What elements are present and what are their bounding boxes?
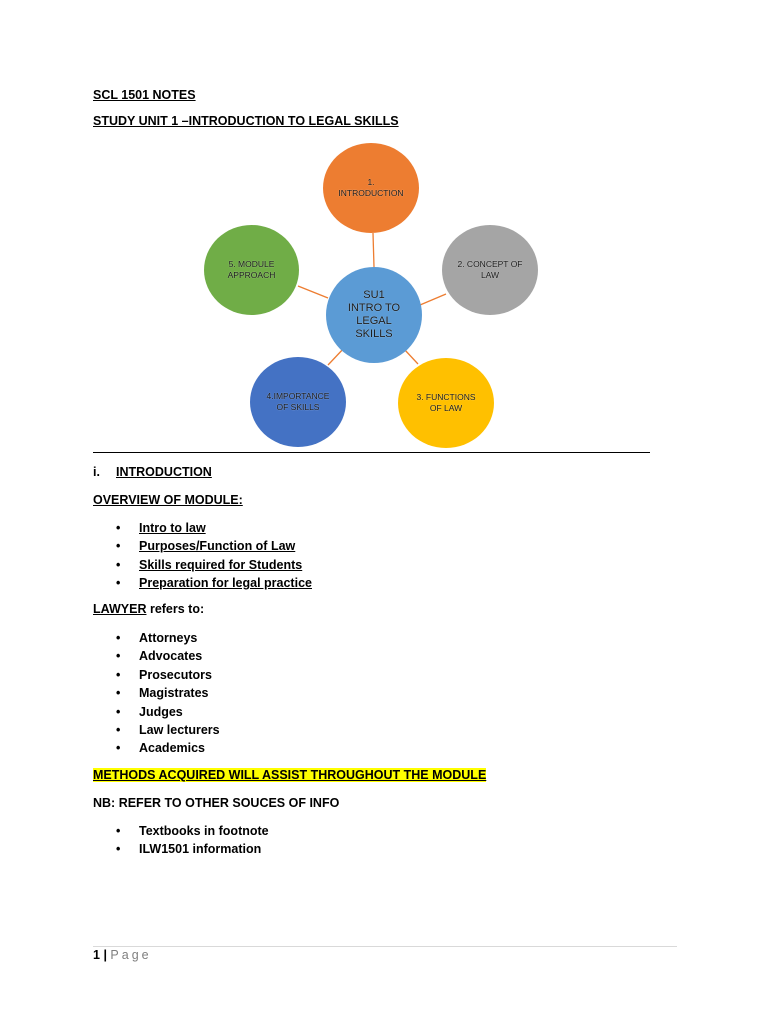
overview-list [93,519,312,593]
list-item-text: Textbooks in footnote [139,824,269,838]
lawyer-definition [93,602,204,616]
list-item-text: Advocates [139,649,203,664]
node-importance-of-skills-label: 4.IMPORTANCE OF SKILLS [266,391,330,412]
list-item [93,537,312,555]
node-center-su1 [326,267,422,363]
list-item [93,822,269,840]
list-item [93,684,220,702]
study-unit-title: STUDY UNIT 1 –INTRODUCTION TO LEGAL SKILLS [93,114,399,128]
list-item [93,721,220,739]
list-item [93,703,220,721]
overview-heading: OVERVIEW OF MODULE: [93,493,243,507]
bullet-icon: • [116,539,121,554]
bullet-icon: • [116,631,121,645]
list-item [93,647,220,665]
section-number: i. [93,465,100,479]
list-item [93,739,220,757]
bullet-icon: • [116,649,121,664]
lawyer-rest: refers to: [146,602,205,616]
lawyer-term: LAWYER [93,602,147,616]
connector-functions [404,349,418,364]
list-item-text: Preparation for legal practice [139,576,312,591]
connector-module [298,286,328,298]
footer-separator: | [103,948,107,962]
bullet-icon: • [116,576,121,591]
bullet-icon: • [116,722,121,737]
study-unit-diagram [200,140,545,452]
list-item [93,574,312,592]
list-item-text: Skills required for Students [139,557,303,572]
page-footer [93,948,152,962]
list-item-text: Judges [139,704,183,719]
list-item [93,629,220,647]
node-functions-of-law [398,358,494,448]
footer-rule [93,946,677,947]
node-functions-of-law-label: 3. FUNCTIONS OF LAW [416,392,476,413]
nb-list [93,822,269,859]
list-item [93,666,220,684]
connector-introduction [373,233,374,267]
highlighted-note [93,768,486,782]
bullet-icon: • [116,704,121,719]
list-item [93,519,312,537]
list-item-text: Prosecutors [139,667,212,682]
list-item-text: ILW1501 information [139,842,262,857]
bullet-icon: • [116,741,121,756]
node-introduction-label: 1. INTRODUCTION [338,177,404,198]
list-item-text: Law lecturers [139,722,220,737]
node-importance-of-skills [250,357,346,447]
list-item-text: Academics [139,741,206,756]
node-module-approach-label: 5. MODULE APPROACH [227,259,276,280]
node-concept-of-law-label: 2. CONCEPT OF LAW [457,259,523,280]
node-center-label: SU1 INTRO TO LEGAL SKILLS [347,289,401,340]
bullet-icon: • [116,667,121,682]
document-title: SCL 1501 NOTES [93,88,196,102]
section-title: INTRODUCTION [116,465,212,479]
highlighted-note-text: METHODS ACQUIRED WILL ASSIST THROUGHOUT THE MODULE [93,768,487,782]
bullet-icon: • [116,521,121,535]
list-item-text: Magistrates [139,686,209,701]
connector-concept [420,294,446,305]
page-word: Page [110,948,152,962]
lawyer-list [93,629,220,758]
bullet-icon: • [116,824,121,838]
list-item-text: Intro to law [139,521,206,535]
list-item [93,556,312,574]
nb-note: NB: REFER TO OTHER SOUCES OF INFO [93,796,340,810]
node-concept-of-law [442,225,538,315]
bullet-icon: • [116,842,121,857]
bullet-icon: • [116,686,121,701]
section-divider [93,452,650,453]
bullet-icon: • [116,557,121,572]
list-item-text: Purposes/Function of Law [139,539,296,554]
node-module-approach [204,225,299,315]
list-item [93,840,269,858]
node-introduction [323,143,419,233]
page-number: 1 [93,948,100,962]
list-item-text: Attorneys [139,631,198,645]
